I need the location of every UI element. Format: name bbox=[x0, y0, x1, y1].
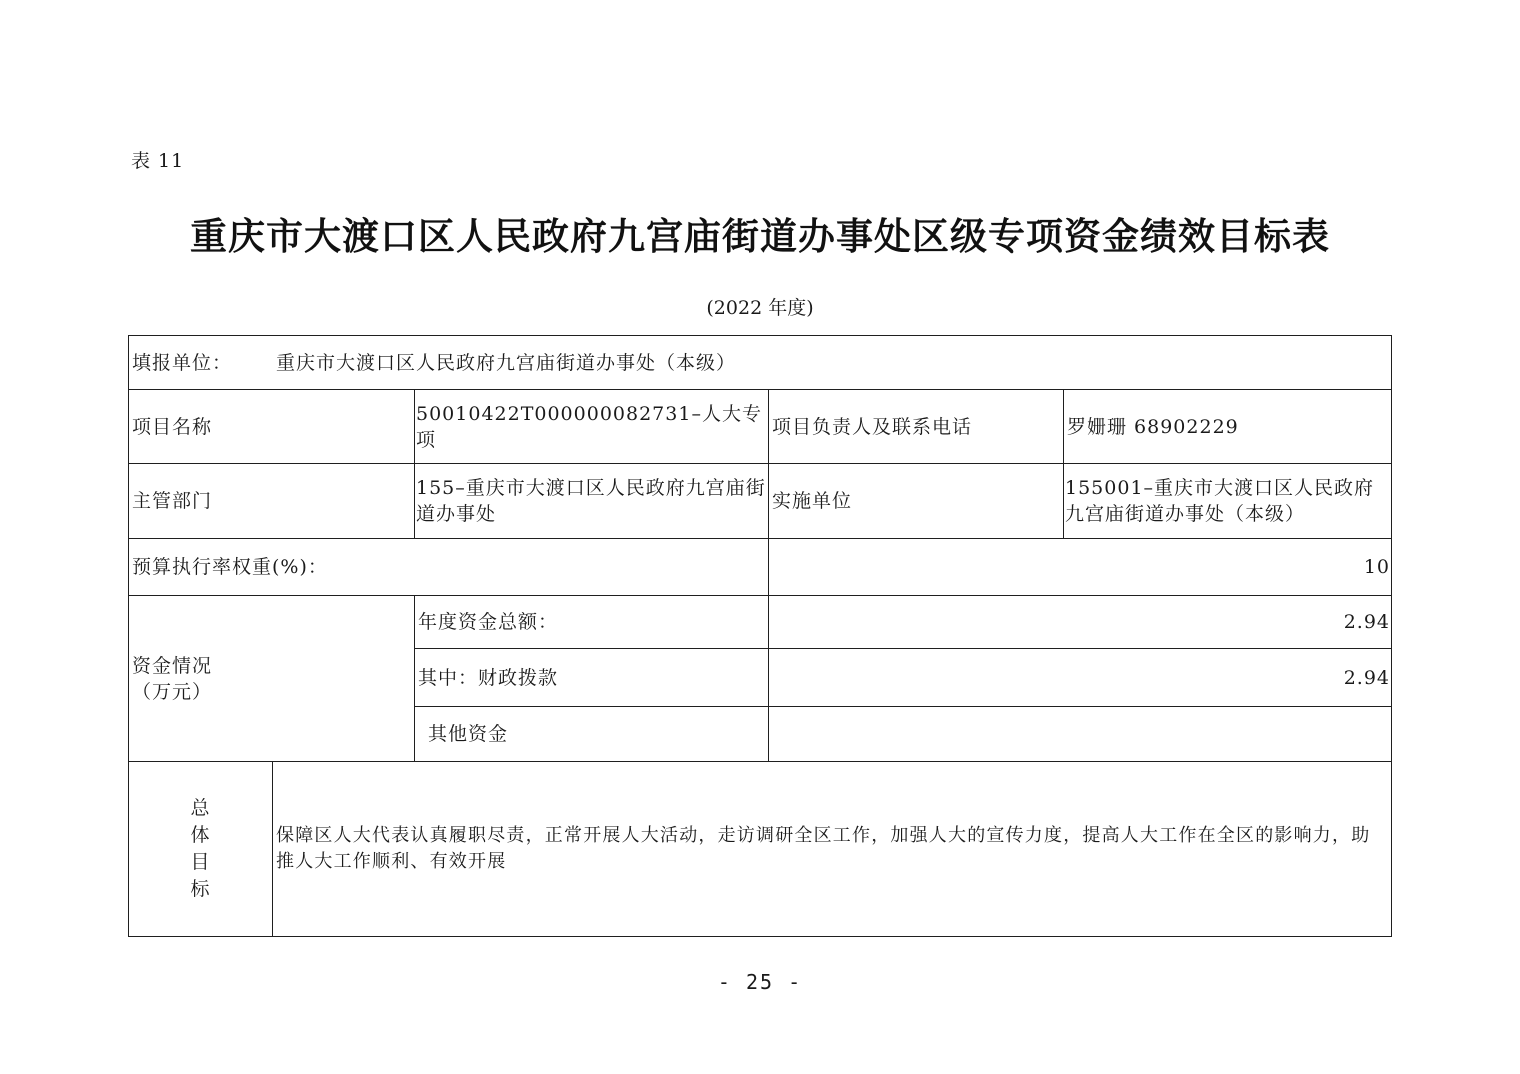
fiscal-year: (2022 年度) bbox=[706, 297, 814, 319]
document-title: 重庆市大渡口区人民政府九宫庙街道办事处区级专项资金绩效目标表 bbox=[190, 215, 1330, 258]
overall-goal-label-text: 总体目标 bbox=[190, 797, 211, 900]
funds-label bbox=[129, 596, 414, 761]
table-border-bottom bbox=[128, 936, 1392, 937]
department-label: 主管部门 bbox=[132, 490, 213, 512]
reporting-unit-label: 填报单位： bbox=[132, 351, 233, 374]
project-name-label: 项目名称 bbox=[132, 415, 213, 438]
fiscal-appropriation-value: 2.94 bbox=[1343, 666, 1390, 689]
project-name-value: 50010422T000000082731–人大专项 bbox=[416, 402, 762, 451]
implementing-unit-label: 实施单位 bbox=[772, 490, 853, 512]
budget-weight-label: 预算执行率权重(%)： bbox=[132, 556, 328, 578]
project-leader-label: 项目负责人及联系电话 bbox=[772, 415, 973, 438]
funds-label-text: 资金情况（万元） bbox=[132, 654, 213, 703]
table-number: 表 11 bbox=[131, 150, 185, 172]
fiscal-appropriation-label: 其中：财政拨款 bbox=[418, 666, 559, 689]
budget-weight-value: 10 bbox=[1363, 556, 1390, 578]
reporting-unit-value: 重庆市大渡口区人民政府九宫庙街道办事处（本级） bbox=[276, 351, 737, 374]
other-funds-label: 其他资金 bbox=[428, 723, 509, 745]
page-number: - 25 - bbox=[717, 970, 803, 994]
department-value: 155–重庆市大渡口区人民政府九宫庙街道办事处 bbox=[416, 477, 766, 525]
project-leader-value: 罗姗珊 68902229 bbox=[1067, 415, 1239, 438]
reporting-unit-cell bbox=[129, 336, 1391, 389]
annual-total-value: 2.94 bbox=[1343, 611, 1390, 633]
overall-goal-label bbox=[129, 762, 272, 936]
annual-total-label: 年度资金总额： bbox=[418, 611, 559, 633]
other-funds-value bbox=[769, 707, 1391, 761]
overall-goal-text: 保障区人大代表认真履职尽责，正常开展人大活动，走访调研全区工作，加强人大的宣传力度，提高人大工作在全区的影响力，助推人大工作顺利、有效开展 bbox=[276, 825, 1371, 872]
table-border-right bbox=[1391, 335, 1392, 937]
implementing-unit-value: 155001–重庆市大渡口区人民政府九宫庙街道办事处（本级） bbox=[1065, 477, 1375, 525]
